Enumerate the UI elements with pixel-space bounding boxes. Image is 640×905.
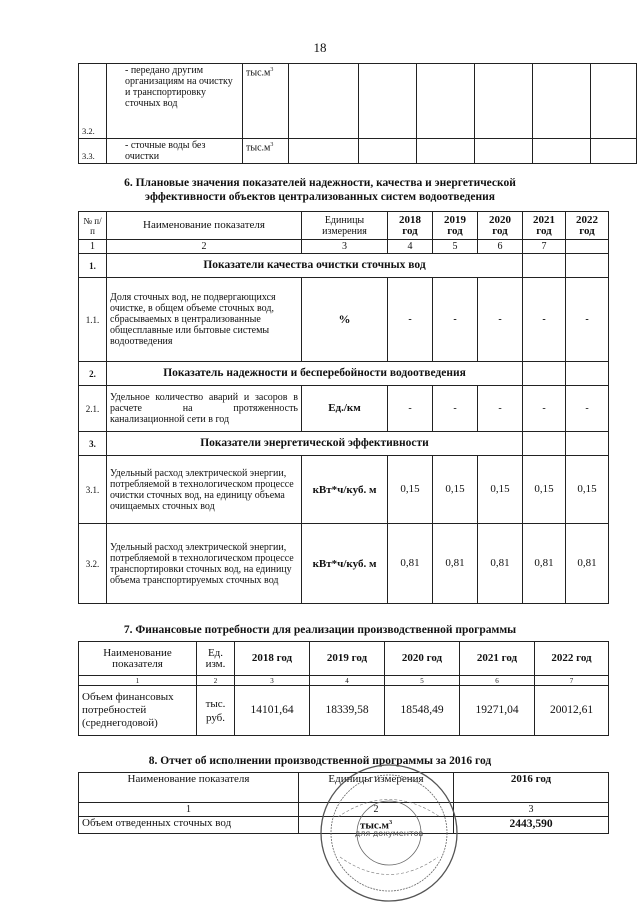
header-name: Наименование показателя xyxy=(79,642,197,676)
row-unit: тыс. руб. xyxy=(197,686,235,736)
table-row: 3.2. Удельный расход электрической энергии, потребляемой в технологическом процессе транспортировки сточных вод, на единицу объема транспортируемых сточных вод кВт*ч/куб. м 0,81 0,81 0,81 0,81 0,81 xyxy=(79,524,609,604)
group-title: Показатели энергетической эффективности xyxy=(107,432,523,456)
header-units: Единицы измерения xyxy=(302,212,388,240)
row-name: Доля сточных вод, не подвергающихся очистке, в общем объеме сточных вод, сбрасываемых в централизованные общесплавные или бытовые системы водоотведения xyxy=(107,278,302,362)
group-row: 3. Показатели энергетической эффективности xyxy=(79,432,609,456)
header-unit: Ед. изм. xyxy=(197,642,235,676)
row-name: Удельный расход электрической энергии, потребляемой в технологическом процессе транспортировки сточных вод, на единицу объема транспортируемых сточных вод xyxy=(107,524,302,604)
section7-table xyxy=(78,641,609,736)
section6-title: 6. Плановые значения показателей надежности, качества и энергетической эффективности объектов централизованных систем водоотведения xyxy=(124,177,516,203)
row-unit: Ед./км xyxy=(302,386,388,432)
header-unit: Единицы измерения xyxy=(299,773,454,803)
header-year: 2021 год xyxy=(523,212,566,240)
row-unit: $тыс.м^3$ xyxy=(243,64,289,139)
header-year: 2020 год xyxy=(478,212,523,240)
row-number: 3.2. xyxy=(79,64,107,139)
table-row xyxy=(79,139,637,164)
row-unit: кВт*ч/куб. м xyxy=(302,456,388,524)
row-name: - сточные воды без очистки xyxy=(107,139,243,164)
header-year: 2019 год xyxy=(433,212,478,240)
top-table xyxy=(78,63,637,164)
index-row: 1 2 3 xyxy=(79,803,609,817)
row-unit: % xyxy=(302,278,388,362)
header-num: № п/п xyxy=(79,212,107,240)
page-number: 18 xyxy=(313,40,327,55)
group-title: Показатели качества очистки сточных вод xyxy=(107,254,523,278)
row-unit: $тыс.м^3$ xyxy=(299,817,454,834)
header-row: Наименование показателя Ед. изм. 2018 год 2019 год 2020 год 2021 год 2022 год xyxy=(79,642,609,676)
header-row xyxy=(79,212,609,240)
header-name: Наименование показателя xyxy=(107,212,302,240)
header-name: Наименование показателя xyxy=(79,773,299,803)
header-year: 2018 год xyxy=(388,212,433,240)
row-unit: $тыс.м^3$ xyxy=(243,139,289,164)
row-name: Удельный расход электрической энергии, потребляемой в технологическом процессе очистки сточных вод, на единицу объема очищаемых сточных вод xyxy=(107,456,302,524)
row-number: 3.3. xyxy=(79,139,107,164)
table-row: Объем финансовых потребностей (среднегодовой) тыс. руб. 14101,64 18339,58 18548,49 19271,04 20012,61 xyxy=(79,686,609,736)
row-value: 2443,590 xyxy=(454,817,609,834)
section6-table xyxy=(78,211,609,604)
section8-title: 8. Отчет об исполнении производственной программы за 2016 год xyxy=(148,755,492,767)
row-name: Удельное количество аварий и засоров в расчете на протяженность канализационной сети в год xyxy=(107,386,302,432)
index-row: 1 2 3 4 5 6 7 xyxy=(79,240,609,254)
table-row xyxy=(79,64,637,139)
index-row: 1 2 3 4 5 6 7 xyxy=(79,676,609,686)
section7-title: 7. Финансовые потребности для реализации производственной программы xyxy=(123,624,517,636)
header-year: 2016 год xyxy=(454,773,609,803)
header-year: 2022 год xyxy=(566,212,609,240)
row-name: - передано другим организациям на очистку и транспортировку сточных вод xyxy=(107,64,243,139)
group-row: 2. Показатель надежности и бесперебойности водоотведения xyxy=(79,362,609,386)
table-row: 2.1. Удельное количество аварий и засоров в расчете на протяженность канализационной сети в год Ед./км - - - - - xyxy=(79,386,609,432)
official-stamp xyxy=(318,762,460,904)
group-row: 1. Показатели качества очистки сточных вод xyxy=(79,254,609,278)
group-title: Показатель надежности и бесперебойности водоотведения xyxy=(107,362,523,386)
row-name: Объем отведенных сточных вод xyxy=(79,817,299,834)
table-row: 3.1. Удельный расход электрической энергии, потребляемой в технологическом процессе очистки сточных вод, на единицу объема очищаемых сточных вод кВт*ч/куб. м 0,15 0,15 0,15 0,15 0,15 xyxy=(79,456,609,524)
stamp-text: для документов xyxy=(354,829,424,838)
table-row: 1.1. Доля сточных вод, не подвергающихся очистке, в общем объеме сточных вод, сбрасываемых в централизованные общесплавные или бытовые системы водоотведения % - - - - - xyxy=(79,278,609,362)
row-name: Объем финансовых потребностей (среднегодовой) xyxy=(79,686,197,736)
row-unit: кВт*ч/куб. м xyxy=(302,524,388,604)
